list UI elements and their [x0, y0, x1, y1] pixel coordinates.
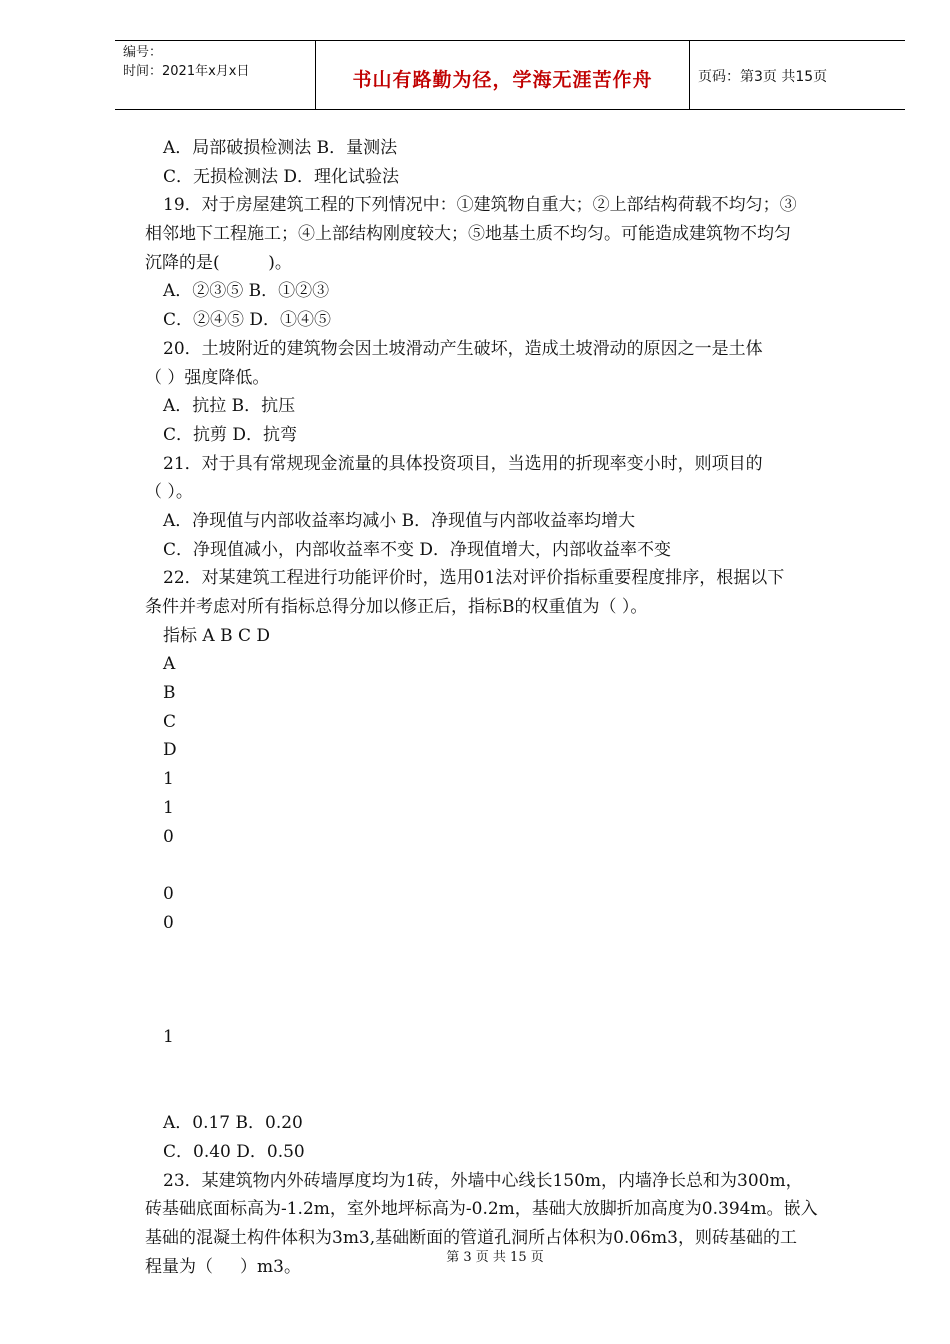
text-line: （ ）。: [145, 482, 193, 503]
blank-line: [145, 851, 885, 880]
text-line: A．②③⑤ B．①②③: [163, 281, 330, 302]
text-line: C．②④⑤ D．①④⑤: [163, 310, 332, 331]
text-line: 基础的混凝土构件体积为3m3,基础断面的管道孔洞所占体积为0.06m3，则砖基础的工: [145, 1228, 797, 1249]
blank-line: [145, 1081, 885, 1110]
page-info: 页码：第3页 共15页: [698, 69, 828, 85]
text-line: C．无损检测法 D．理化试验法: [163, 166, 400, 187]
text-line: 0: [163, 883, 174, 904]
text-line: 指标 A B C D: [163, 625, 271, 646]
text-line: 19．对于房屋建筑工程的下列情况中：①建筑物自重大；②上部结构荷载不均匀；③: [163, 195, 797, 216]
text-line: C．抗剪 D．抗弯: [163, 424, 298, 445]
text-line: 相邻地下工程施工；④上部结构刚度较大；⑤地基土质不均匀。可能造成建筑物不均匀: [145, 224, 791, 245]
text-line: C: [163, 711, 177, 732]
text-line: 沉降的是( )。: [145, 252, 292, 273]
text-line: 22．对某建筑工程进行功能评价时，选用01法对评价指标重要程度排序，根据以下: [163, 568, 785, 589]
text-line: A．抗拉 B．抗压: [163, 396, 296, 417]
text-line: A．局部破损检测法 B．量测法: [163, 138, 398, 158]
text-line: 23．某建筑物内外砖墙厚度均为1砖，外墙中心线长150m，内墙净长总和为300m，: [163, 1170, 803, 1191]
time-label: 时间：2021年x月x日: [123, 64, 250, 79]
text-line: A．0.17 B．0.20: [163, 1113, 303, 1134]
text-line: A．净现值与内部收益率均减小 B．净现值与内部收益率均增大: [163, 510, 636, 531]
text-line: A: [163, 654, 176, 675]
page-header: [115, 40, 905, 110]
header-motto-cell: [316, 41, 690, 109]
text-line: B: [163, 683, 176, 704]
header-page-cell: [690, 41, 905, 109]
text-line: 0: [163, 912, 174, 933]
text-line: 砖基础底面标高为-1.2m，室外地坪标高为-0.2m，基础大放脚折加高度为0.394m。嵌入: [145, 1199, 818, 1220]
text-line: 1: [163, 769, 174, 790]
motto: 书山有路勤为径，学海无涯苦作舟: [352, 69, 653, 91]
header-meta: [115, 41, 316, 109]
blank-line: [145, 937, 885, 966]
document-body: [145, 134, 885, 1282]
text-line: 20．土坡附近的建筑物会因土坡滑动产生破坏，造成土坡滑动的原因之一是土体: [163, 338, 763, 359]
page-footer: 第 3 页 共 15 页: [446, 1250, 544, 1265]
text-line: 1: [163, 797, 174, 818]
text-line: D: [163, 740, 177, 761]
text-line: C．0.40 D．0.50: [163, 1142, 305, 1163]
blank-line: [145, 966, 885, 995]
text-line: 条件并考虑对所有指标总得分加以修正后，指标B的权重值为（ ）。: [145, 597, 648, 617]
blank-line: [145, 1052, 885, 1081]
text-line: 1: [163, 1027, 174, 1048]
text-line: 程量为（ ）m3。: [145, 1256, 301, 1277]
text-line: （ ）强度降低。: [145, 367, 270, 388]
text-line: C．净现值减小，内部收益率不变 D．净现值增大，内部收益率不变: [163, 539, 672, 560]
blank-line: [145, 995, 885, 1024]
text-line: 21．对于具有常规现金流量的具体投资项目，当选用的折现率变小时，则项目的: [163, 453, 763, 474]
number-label: 编号：: [123, 45, 163, 60]
text-line: 0: [163, 826, 174, 847]
